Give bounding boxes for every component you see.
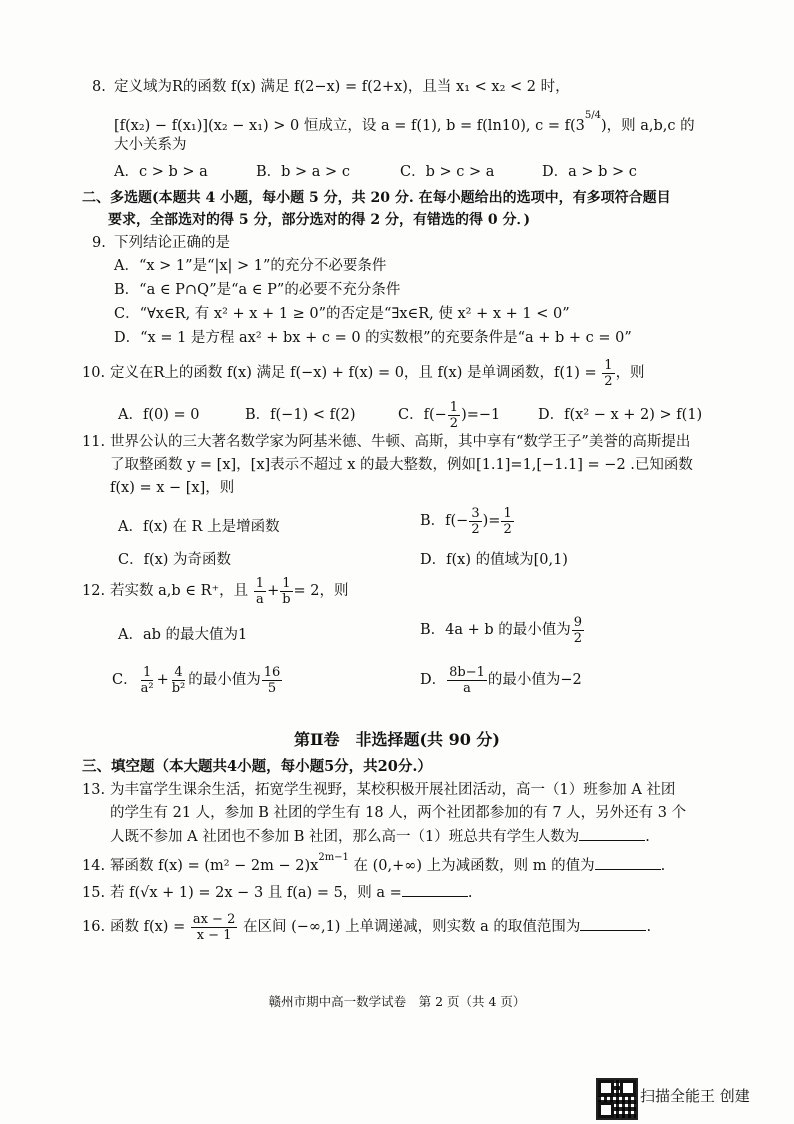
q11-option-b-start: B．f(− bbox=[420, 513, 469, 529]
q16-text: 函数 f(x) = bbox=[110, 919, 186, 935]
q12-fraction-1 bbox=[254, 576, 266, 607]
q12-fraction-2 bbox=[280, 576, 292, 607]
fraction-denominator: a² bbox=[140, 680, 154, 696]
q14-period: . bbox=[660, 857, 666, 874]
fraction-denominator: 2 bbox=[449, 415, 459, 431]
part2-title: 第Ⅱ卷 非选择题(共 90 分) bbox=[293, 730, 501, 749]
q12-option-c-plus: + bbox=[156, 672, 169, 688]
q14-answer-blank[interactable] bbox=[595, 855, 661, 870]
q11-line3: f(x) = x − [x]，则 bbox=[110, 480, 235, 496]
q10-number: 10. bbox=[82, 365, 106, 381]
fraction-denominator: 5 bbox=[267, 680, 277, 696]
q12-option-c bbox=[112, 660, 283, 700]
q10-option-c bbox=[398, 398, 500, 432]
q11-option-b bbox=[420, 504, 515, 538]
q11-option-a: A．f(x) 在 R 上是增函数 bbox=[118, 519, 280, 535]
fraction-numerator: 3 bbox=[471, 505, 480, 521]
fraction-denominator: 2 bbox=[604, 373, 613, 389]
q11-line1 bbox=[82, 432, 690, 452]
q11-option-b-result bbox=[501, 506, 513, 537]
q11-option-c: C．f(x) 为奇函数 bbox=[118, 552, 232, 568]
q12-option-c-text: 的最小值为 bbox=[188, 672, 261, 688]
q12-option-c-label: C． bbox=[112, 672, 138, 688]
q15-text: 若 f(√x + 1) = 2x − 3 且 f(a) = 5，则 a = bbox=[110, 885, 402, 901]
q10-stem-fraction bbox=[602, 358, 614, 389]
q8-option-a: A．c > b > a bbox=[114, 164, 208, 180]
q10-option-b: B．f(−1) < f(2) bbox=[245, 407, 356, 423]
q12-option-d-text: 的最小值为−2 bbox=[487, 672, 582, 688]
q9-option-a: A．“x > 1”是“|x| > 1”的充分不必要条件 bbox=[114, 258, 387, 274]
q12-option-c-fraction-2 bbox=[170, 665, 188, 696]
page-footer: 赣州市期中高一数学试卷 第 2 页（共 4 页） bbox=[268, 994, 526, 1009]
q10-option-c-end: )=−1 bbox=[461, 407, 501, 423]
q9-stem-line bbox=[92, 233, 230, 253]
section2-title-cont: 要求，全部选对的得 5 分，部分选对的得 2 分，有错选的得 0 分．) bbox=[108, 212, 531, 228]
q14-line bbox=[82, 852, 665, 876]
fraction-numerator: 1 bbox=[142, 664, 152, 680]
q16-line bbox=[82, 908, 651, 946]
q15-period: . bbox=[467, 885, 473, 901]
q10-option-c-fraction bbox=[448, 400, 460, 431]
q11-line2: 了取整函数 y = [x]，[x]表示不超过 x 的最大整数，例如[1.1]=1,[−1.1] = −2 .已知函数 bbox=[110, 457, 693, 473]
q15-number: 15. bbox=[82, 885, 106, 901]
q12-plus: + bbox=[267, 583, 280, 599]
q12-option-b bbox=[420, 610, 585, 650]
q8-stem: 定义域为R的函数 f(x) 满足 f(2−x) = f(2+x)，且当 x₁ < x₂ < 2 时， bbox=[114, 79, 570, 95]
q10-stem-end: ，则 bbox=[615, 365, 645, 381]
q8-option-b: B．b > a > c bbox=[256, 164, 350, 180]
q12-stem-end: = 2，则 bbox=[293, 583, 349, 599]
fraction-denominator: 2 bbox=[471, 521, 480, 537]
q13-line3 bbox=[110, 826, 650, 847]
fraction-numerator: 4 bbox=[174, 664, 183, 680]
q13-number: 13. bbox=[82, 782, 106, 798]
fraction-numerator: 1 bbox=[255, 575, 265, 591]
q10-stem: 定义在R上的函数 f(x) 满足 f(−x) + f(x) = 0，且 f(x) 是单调函数，f(1) = bbox=[110, 365, 597, 381]
fraction-denominator: b² bbox=[171, 680, 186, 696]
q13-line2: 的学生有 21 人，参加 B 社团的学生有 18 人，两个社团都参加的有 7 人，另外还有 3 个 bbox=[110, 805, 687, 821]
q8-condition: [f(x₂) − f(x₁)](x₂ − x₁) > 0 恒成立，设 a = f(1), b = f(ln10), c = f(3 bbox=[114, 117, 585, 134]
q10-option-a: A．f(0) = 0 bbox=[118, 407, 200, 423]
fraction-denominator: 2 bbox=[573, 630, 583, 646]
q13-period: . bbox=[645, 829, 650, 845]
q8-line1 bbox=[92, 77, 570, 97]
q10-stem-line bbox=[82, 356, 645, 390]
q15-answer-blank[interactable] bbox=[402, 882, 468, 897]
q8-exponent: 5/4 bbox=[584, 110, 601, 121]
q16-period: . bbox=[646, 919, 652, 935]
q9-stem: 下列结论正确的是 bbox=[114, 235, 230, 251]
fraction-denominator: b bbox=[282, 591, 291, 607]
q8-condition-end: )，则 a,b,c 的 bbox=[600, 117, 695, 134]
fraction-denominator: 2 bbox=[503, 521, 512, 537]
fraction-numerator: 9 bbox=[573, 614, 583, 630]
q11-text1: 世界公认的三大著名数学家为阿基米德、牛顿、高斯，其中享有“数学王子”美誉的高斯提出 bbox=[110, 434, 691, 450]
q15-line bbox=[82, 882, 472, 903]
q9-option-b: B．“a ∈ P∩Q”是“a ∈ P”的必要不充分条件 bbox=[114, 282, 401, 298]
fraction-numerator: 1 bbox=[604, 357, 613, 373]
section2-title: 二、多选题(本题共 4 小题，每小题 5 分，共 20 分. 在每小题给出的选项中，有多项符合题目 bbox=[82, 190, 671, 206]
section3-title: 三、填空题（本大题共4小题，每小题5分，共20分.） bbox=[82, 758, 432, 775]
fraction-numerator: 1 bbox=[282, 575, 291, 591]
q16-text-end: 在区间 (−∞,1) 上单调递减，则实数 a 的取值范围为 bbox=[242, 919, 581, 935]
q13-answer-blank[interactable] bbox=[579, 826, 645, 841]
q8-option-c: C．b > c > a bbox=[400, 164, 495, 180]
q16-answer-blank[interactable] bbox=[580, 916, 646, 931]
q14-text-end: 在 (0,+∞) 上为减函数，则 m 的值为 bbox=[348, 857, 595, 874]
q12-option-c-fraction-1 bbox=[139, 665, 156, 696]
fraction-denominator: x − 1 bbox=[196, 927, 232, 943]
q12-option-d bbox=[420, 660, 582, 700]
q11-option-d: D．f(x) 的值域为[0,1) bbox=[420, 552, 568, 568]
q8-line3: 大小关系为 bbox=[114, 137, 187, 153]
q8-line2 bbox=[114, 112, 695, 136]
q13-line1 bbox=[82, 780, 675, 800]
q14-exponent: 2m−1 bbox=[318, 852, 349, 863]
q9-option-c: C．“∀x∈R, 有 x² + x + 1 ≥ 0”的否定是“∃x∈R, 使 x² + x + 1 < 0” bbox=[114, 306, 570, 322]
q12-stem-line bbox=[82, 574, 349, 608]
q12-option-b-text: B．4a + b 的最小值为 bbox=[420, 622, 571, 638]
fraction-numerator: 8b−1 bbox=[449, 664, 485, 680]
fraction-denominator: a bbox=[463, 680, 471, 696]
q8-number: 8. bbox=[92, 79, 106, 95]
q14-number: 14. bbox=[82, 857, 106, 874]
q12-option-d-label: D． bbox=[420, 672, 447, 688]
qr-code-icon bbox=[596, 1078, 638, 1120]
q12-option-b-fraction bbox=[572, 615, 584, 646]
q13-text3: 人既不参加 A 社团也不参加 B 社团，那么高一（1）班总共有学生人数为 bbox=[110, 829, 580, 845]
fraction-numerator: ax − 2 bbox=[192, 911, 236, 927]
fraction-denominator: a bbox=[256, 591, 264, 607]
q10-option-c-start: C．f(− bbox=[398, 407, 447, 423]
fraction-numerator: 16 bbox=[263, 664, 281, 680]
q12-stem: 若实数 a,b ∈ R⁺，且 bbox=[110, 583, 249, 599]
q9-number: 9. bbox=[92, 235, 106, 251]
q12-option-c-result bbox=[262, 665, 283, 696]
fraction-numerator: 1 bbox=[449, 399, 459, 415]
q8-option-d: D．a > b > c bbox=[542, 164, 637, 180]
q11-option-b-mid: )= bbox=[482, 513, 501, 529]
q11-option-b-fraction bbox=[469, 506, 481, 537]
fraction-numerator: 1 bbox=[503, 505, 512, 521]
q12-option-d-fraction bbox=[447, 665, 487, 696]
q10-option-d: D．f(x² − x + 2) > f(1) bbox=[538, 407, 703, 423]
q16-fraction bbox=[191, 912, 238, 943]
q11-number: 11. bbox=[82, 434, 106, 450]
scanner-watermark: 扫描全能王 创建 bbox=[640, 1087, 750, 1105]
q12-number: 12. bbox=[82, 583, 106, 599]
q9-option-d: D．“x = 1 是方程 ax² + bx + c = 0 的实数根”的充要条件是“a + b + c = 0” bbox=[114, 330, 632, 346]
q14-text: 幂函数 f(x) = (m² − 2m − 2)x bbox=[110, 857, 319, 874]
q16-number: 16. bbox=[82, 919, 106, 935]
q12-option-a: A．ab 的最大值为1 bbox=[118, 627, 248, 643]
q13-text1: 为丰富学生课余生活，拓宽学生视野，某校积极开展社团活动，高一（1）班参加 A 社团 bbox=[110, 782, 676, 798]
